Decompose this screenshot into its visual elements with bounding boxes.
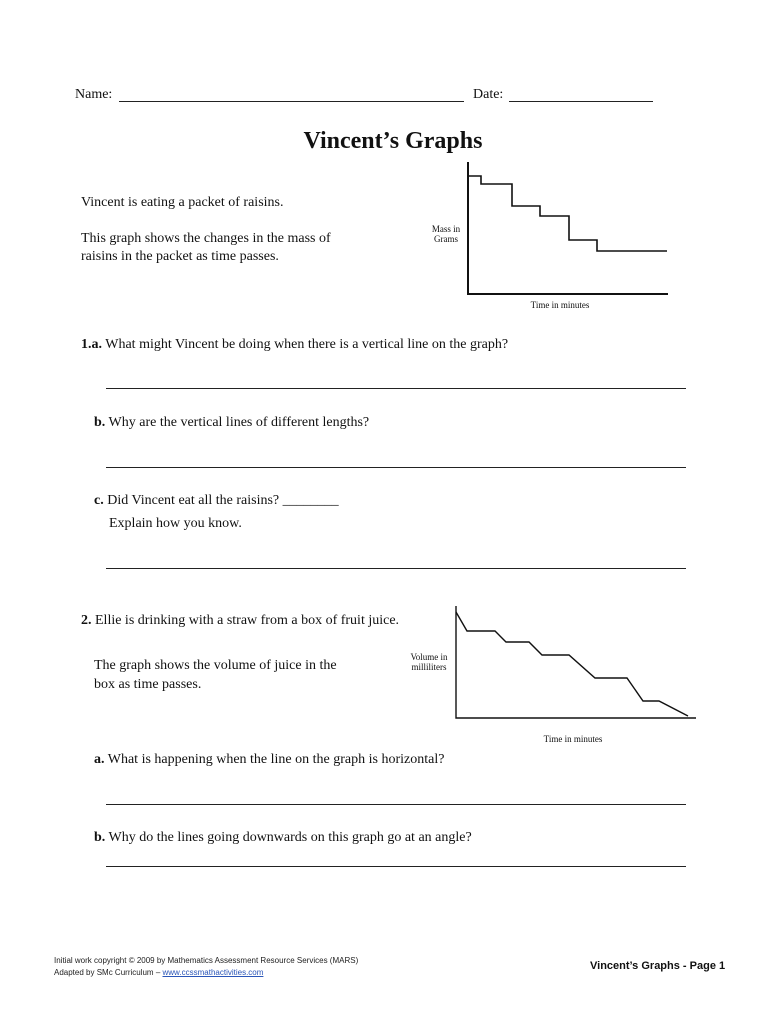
- name-label: Name:: [75, 87, 113, 102]
- footer-adapted: [54, 967, 263, 979]
- page-title: Vincent’s Graphs: [303, 128, 483, 154]
- date-field-line[interactable]: [509, 101, 653, 102]
- graph1-axes: [468, 162, 668, 294]
- graph2-x-label: Time in minutes: [543, 734, 603, 744]
- question-2: [81, 612, 399, 630]
- graph1-step-line: [468, 176, 667, 251]
- intro-line-2: This graph shows the changes in the mass of: [81, 231, 331, 246]
- footer-page-label: Vincent’s Graphs - Page 1: [590, 960, 726, 972]
- graph1-y-label: [418, 224, 474, 244]
- question-1b: [94, 414, 369, 432]
- footer-adapted-prefix: Adapted by SMc Curriculum –: [54, 968, 163, 977]
- graph2-y-label-line-1: Volume in: [410, 652, 448, 662]
- question-1b-text: Why are the vertical lines of different lengths?: [108, 415, 370, 430]
- question-2b-number: b.: [94, 830, 106, 845]
- graph1-y-label-line-2: Grams: [434, 234, 458, 244]
- raisin-mass-graph: [460, 160, 680, 300]
- graph2-y-label: [398, 652, 460, 672]
- graph2-line: [456, 612, 688, 716]
- question-2a: [94, 751, 444, 769]
- intro-line-3: raisins in the packet as time passes.: [81, 249, 279, 264]
- question-2b-text: Why do the lines going downwards on this graph go at an angle?: [108, 830, 472, 845]
- juice-volume-graph: [450, 598, 700, 723]
- graph1-y-label-line-1: Mass in: [431, 224, 461, 234]
- answer-line-1b[interactable]: [106, 467, 686, 468]
- answer-line-1a[interactable]: [106, 388, 686, 389]
- answer-line-2a[interactable]: [106, 804, 686, 805]
- question-1c-text: Did Vincent eat all the raisins? ________: [107, 493, 339, 508]
- question-2a-number: a.: [94, 752, 105, 767]
- question-2-text: Ellie is drinking with a straw from a box of fruit juice.: [95, 613, 400, 628]
- intro-line-1: Vincent is eating a packet of raisins.: [81, 195, 284, 210]
- date-label: Date:: [473, 87, 504, 102]
- question-1a-text: What might Vincent be doing when there is a vertical line on the graph?: [105, 337, 509, 352]
- question-1a: [81, 336, 508, 354]
- question-1c-line-2: Explain how you know.: [109, 516, 242, 531]
- question-1c: [94, 492, 339, 510]
- answer-line-1c[interactable]: [106, 568, 686, 569]
- graph2-y-label-line-2: milliliters: [411, 662, 447, 672]
- footer-copyright: Initial work copyright © 2009 by Mathematics Assessment Resource Services (MARS): [54, 956, 359, 965]
- question-2-number: 2.: [81, 613, 92, 628]
- name-field-line[interactable]: [119, 101, 464, 102]
- answer-line-2b[interactable]: [106, 866, 686, 867]
- footer-website-link[interactable]: www.ccssmathactivities.com: [162, 968, 264, 977]
- question-2b: [94, 829, 472, 847]
- question-2a-text: What is happening when the line on the graph is horizontal?: [107, 752, 445, 767]
- question-1c-number: c.: [94, 493, 104, 508]
- question-1a-number: 1.a.: [81, 337, 102, 352]
- question-2-desc-line-1: The graph shows the volume of juice in the: [94, 658, 337, 673]
- question-1b-number: b.: [94, 415, 106, 430]
- graph1-x-label: Time in minutes: [530, 300, 590, 310]
- question-2-desc-line-2: box as time passes.: [94, 677, 202, 692]
